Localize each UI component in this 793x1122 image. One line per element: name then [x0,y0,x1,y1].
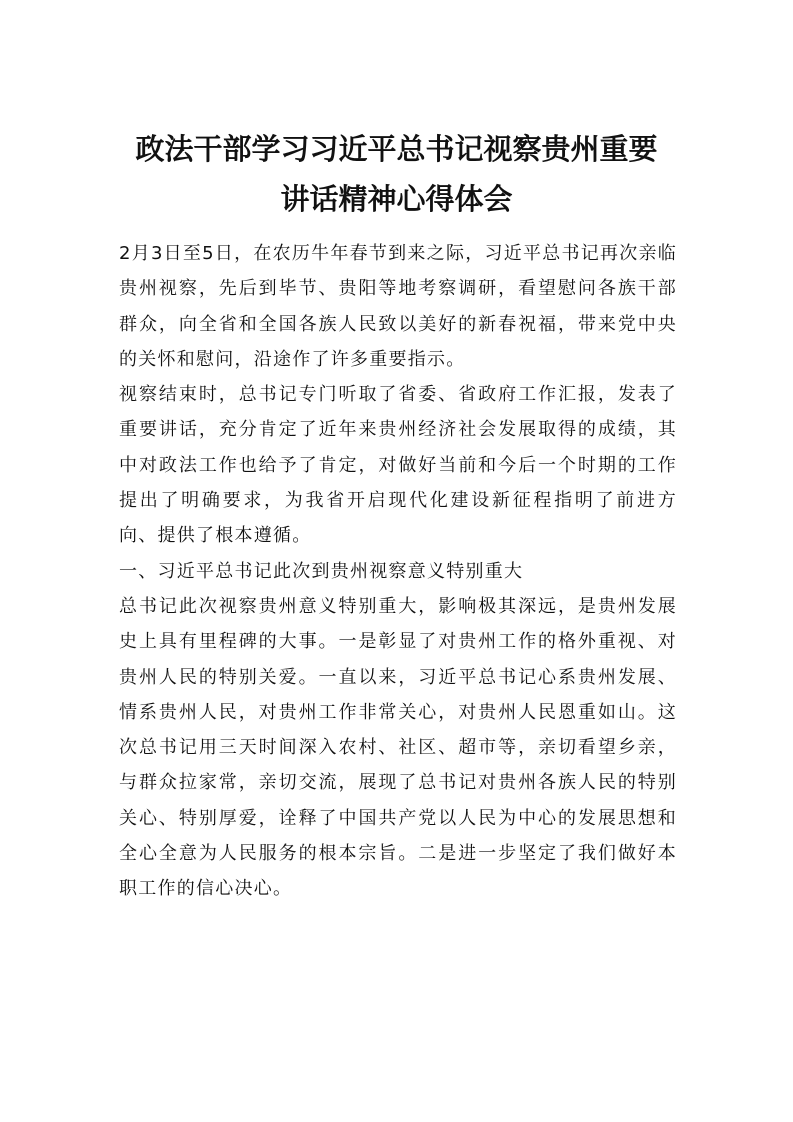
paragraph-intro: 2月3日至5日，在农历牛年春节到来之际，习近平总书记再次亲临贵州视察，先后到毕节、贵阳等地考察调研，看望慰问各族干部群众，向全省和全国各族人民致以美好的新春祝福，带来党中央的关怀和慰问，沿途作了许多重要指示。 [119,243,677,370]
paragraph-summary: 视察结束时，总书记专门听取了省委、省政府工作汇报，发表了重要讲话，充分肯定了近年来贵州经济社会发展取得的成绩，其中对政法工作也给予了肯定，对做好当前和今后一个时期的工作提出了明确要求，为我省开启现代化建设新征程指明了前进方向、提供了根本遵循。 [119,384,677,547]
document-title [0,124,793,224]
document-body [119,236,677,907]
title-line-2: 讲话精神心得体会 [280,182,513,216]
paragraph-section: 总书记此次视察贵州意义特别重大，影响极其深远，是贵州发展史上具有里程碑的大事。一是彰显了对贵州工作的格外重视、对贵州人民的特别关爱。一直以来，习近平总书记心系贵州发展、情系贵州人民，对贵州工作非常关心，对贵州人民恩重如山。这次总书记用三天时间深入农村、社区、超市等，亲切看望乡亲，与群众拉家常，亲切交流，展现了总书记对贵州各族人民的特别关心、特别厚爱，诠释了中国共产党以人民为中心的发展思想和全心全意为人民服务的根本宗旨。二是进一步坚定了我们做好本职工作的信心决心。 [119,595,677,900]
title-line-1: 政法干部学习习近平总书记视察贵州重要 [135,132,658,166]
section-heading: 一、习近平总书记此次到贵州视察意义特别重大 [119,560,524,582]
